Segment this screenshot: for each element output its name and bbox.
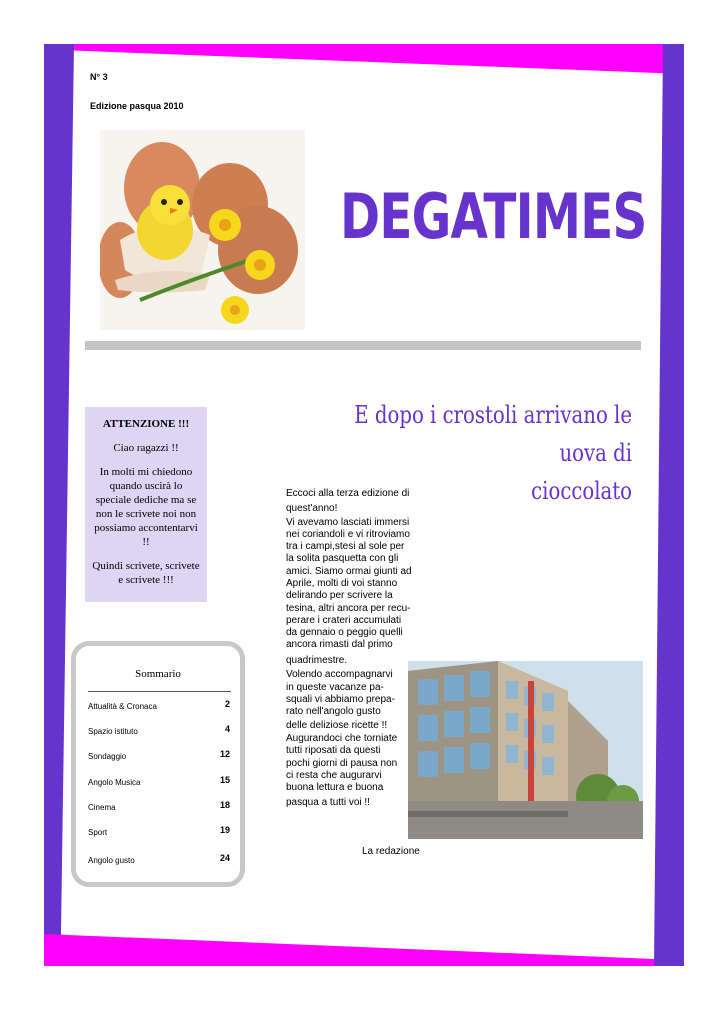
summary-item-page: 12	[219, 749, 230, 759]
frame-right-border	[654, 44, 684, 966]
summary-item-page: 2	[224, 699, 230, 709]
article-signature: La redazione	[362, 846, 420, 857]
summary-item-page: 18	[219, 800, 230, 810]
article-line: nei coriandoli e vi ritroviamo	[286, 529, 410, 540]
article-line: quest'anno!	[286, 503, 338, 514]
article-line: pochi giorni di pausa non	[286, 758, 398, 769]
article-line: amici. Siamo ormai giunti ad	[286, 566, 412, 577]
article-line: delle deliziose ricette !!	[286, 720, 388, 731]
article-line: Volendo accompagnarvi	[286, 669, 393, 680]
article-line: quadrimestre.	[286, 655, 348, 666]
summary-item[interactable]	[88, 699, 230, 716]
article-line: tra i campi,stesi al sole per	[286, 541, 405, 552]
article-line: tesina, altri ancora per recu-	[286, 603, 411, 614]
school-building-photo	[408, 661, 643, 839]
summary-title: Sommario	[135, 668, 181, 680]
article-line: perare i crateri accumulati	[286, 615, 402, 626]
headline-line-1: E dopo i crostoli arrivano le uova di	[354, 401, 632, 467]
article-line: Augurandoci che torniate	[286, 733, 398, 744]
article-line: ci resta che augurarvi	[286, 770, 382, 781]
summary-item-label: Angolo gusto	[88, 856, 135, 865]
masthead-title: DEGATIMES	[340, 180, 647, 253]
summary-item-label: Spazio istituto	[88, 727, 138, 736]
article-line: rato nell'angolo gusto	[286, 706, 381, 717]
article-line: Aprile, molti di voi stanno	[286, 578, 398, 589]
summary-divider	[88, 691, 231, 692]
frame-top-border	[44, 44, 684, 74]
summary-item-label: Cinema	[88, 803, 116, 812]
frame-bottom-border	[44, 934, 684, 966]
article-line: in queste vacanze pa-	[286, 682, 384, 693]
article-line: squali vi abbiamo prepa-	[286, 694, 395, 705]
article-line: pasqua a tutti voi !!	[286, 797, 370, 808]
section-divider	[85, 341, 641, 350]
easter-chick-image	[100, 130, 305, 330]
summary-item[interactable]	[88, 724, 230, 741]
summary-item-page: 4	[224, 724, 230, 734]
article-line: la solita pasquetta con gli	[286, 553, 399, 564]
summary-item-page: 19	[219, 825, 230, 835]
summary-item-label: Attualità & Cronaca	[88, 702, 157, 711]
edition-label: Edizione pasqua 2010	[90, 101, 184, 111]
issue-number: N° 3	[90, 72, 108, 82]
summary-item-page: 24	[219, 853, 230, 863]
frame-left-border	[44, 44, 74, 966]
article-line: buona lettura e buona	[286, 782, 384, 793]
attention-title: ATTENZIONE !!!	[102, 418, 190, 430]
summary-item[interactable]	[88, 800, 230, 817]
article-line: da gennaio o peggio quelli	[286, 627, 403, 638]
summary-item-label: Angolo Musica	[88, 778, 141, 787]
summary-item[interactable]	[88, 749, 230, 766]
summary-item[interactable]	[88, 853, 230, 870]
attention-greeting: Ciao ragazzi !!	[113, 442, 179, 454]
headline-line-2: cioccolato	[531, 477, 632, 505]
summary-item[interactable]	[88, 825, 230, 842]
summary-item-label: Sport	[88, 828, 108, 837]
summary-item[interactable]	[88, 775, 230, 792]
article-line: ancora rimasti dal primo	[286, 639, 393, 650]
attention-closing: Quindi scrivete, scrivete e scrivete !!!	[92, 560, 200, 586]
article-line: delirando per scrivere la	[286, 590, 393, 601]
summary-item-page: 15	[219, 775, 230, 785]
attention-box	[85, 407, 207, 602]
attention-message: In molti mi chiedono quando uscirà lo speciale dediche ma se non le scrivete noi non possiamo accontentarvi !!	[94, 466, 198, 548]
article-line: Eccoci alla terza edizione di	[286, 488, 410, 499]
article-line: Vi avevamo lasciati immersi	[286, 517, 410, 528]
summary-item-label: Sondaggio	[88, 752, 127, 761]
article-line: tutti riposati da questi	[286, 745, 381, 756]
